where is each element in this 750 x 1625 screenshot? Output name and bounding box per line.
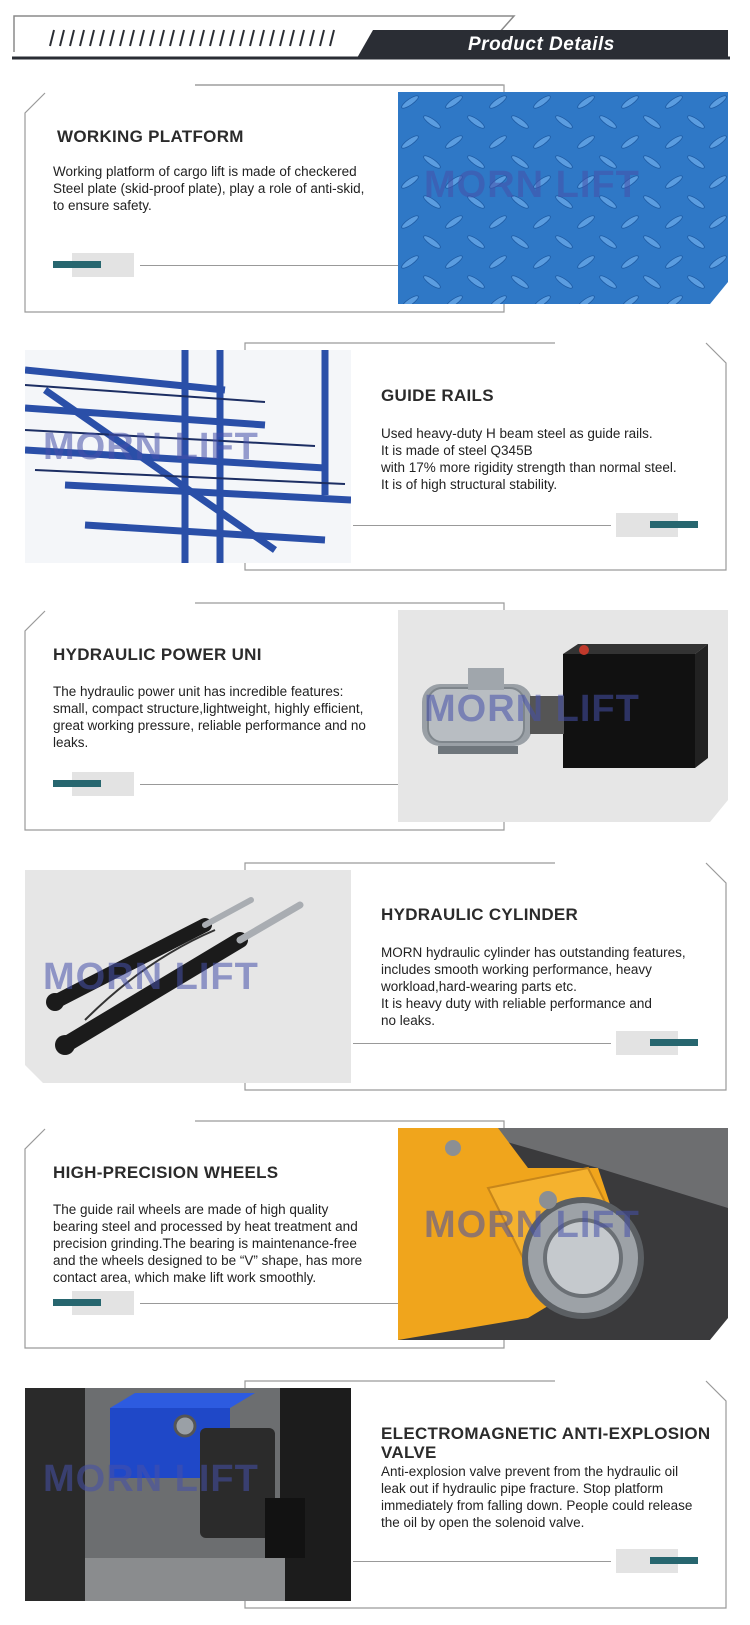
wheels-photo	[398, 1128, 728, 1340]
section-description: Working platform of cargo lift is made of checkered Steel plate (skid-proof plate), play a role of anti-skid, to ensure safety.	[53, 164, 365, 213]
watermark-logo: MORN LIFT	[424, 688, 640, 730]
header-frame	[0, 0, 750, 62]
watermark-logo: MORN LIFT	[424, 164, 640, 206]
section-title: WORKING PLATFORM	[57, 127, 244, 146]
power-unit-photo	[398, 610, 728, 822]
platform-photo	[398, 92, 728, 304]
section-description: The guide rail wheels are made of high quality bearing steel and processed by heat treatment and precision grinding.The bearing is maintenance-free and the wheels designed to be “V” shape, has more contact area, which make lift work smoothly.	[53, 1202, 363, 1285]
deco-bar	[650, 1039, 698, 1046]
deco-line	[353, 1561, 611, 1562]
deco-bar	[650, 1557, 698, 1564]
section-title-line: ELECTROMAGNETIC ANTI-EXPLOSION	[381, 1424, 711, 1443]
section-description: Used heavy-duty H beam steel as guide rails. It is made of steel Q345B with 17% more rigidity strength than normal steel. It is of high structural stability.	[381, 426, 677, 492]
deco-line	[140, 1303, 398, 1304]
section-title	[381, 1424, 711, 1462]
valve-photo	[25, 1388, 351, 1601]
section-title-line: VALVE	[381, 1443, 437, 1462]
section-title: HYDRAULIC POWER UNI	[53, 645, 262, 664]
deco-line	[140, 784, 398, 785]
deco-bar	[53, 1299, 101, 1306]
section-description: The hydraulic power unit has incredible features: small, compact structure,lightweight, highly efficient, great working pressure, reliable performance and no leaks.	[53, 684, 366, 750]
deco-bar	[53, 261, 101, 268]
deco-bar	[650, 521, 698, 528]
page-title: Product Details	[468, 34, 615, 55]
section-title: GUIDE RAILS	[381, 386, 494, 405]
watermark-logo: MORN LIFT	[43, 426, 259, 468]
section-description: MORN hydraulic cylinder has outstanding features, includes smooth working performance, heavy workload,hard-wearing parts etc. It is heavy duty with reliable performance and no leaks.	[381, 945, 686, 1028]
guide-rails-photo	[25, 350, 351, 563]
deco-line	[353, 525, 611, 526]
section-title: HYDRAULIC CYLINDER	[381, 905, 579, 924]
deco-line	[140, 265, 398, 266]
deco-line	[353, 1043, 611, 1044]
deco-bar	[53, 780, 101, 787]
watermark-logo: MORN LIFT	[424, 1204, 640, 1246]
cylinder-photo	[25, 870, 351, 1083]
watermark-logo: MORN LIFT	[43, 1458, 259, 1500]
section-title: HIGH-PRECISION WHEELS	[53, 1163, 279, 1182]
section-description: Anti-explosion valve prevent from the hydraulic oil leak out if hydraulic pipe fracture. Stop platform immediately from falling down. People could release the oil by open the solenoid valve.	[381, 1464, 693, 1530]
watermark-logo: MORN LIFT	[43, 956, 259, 998]
